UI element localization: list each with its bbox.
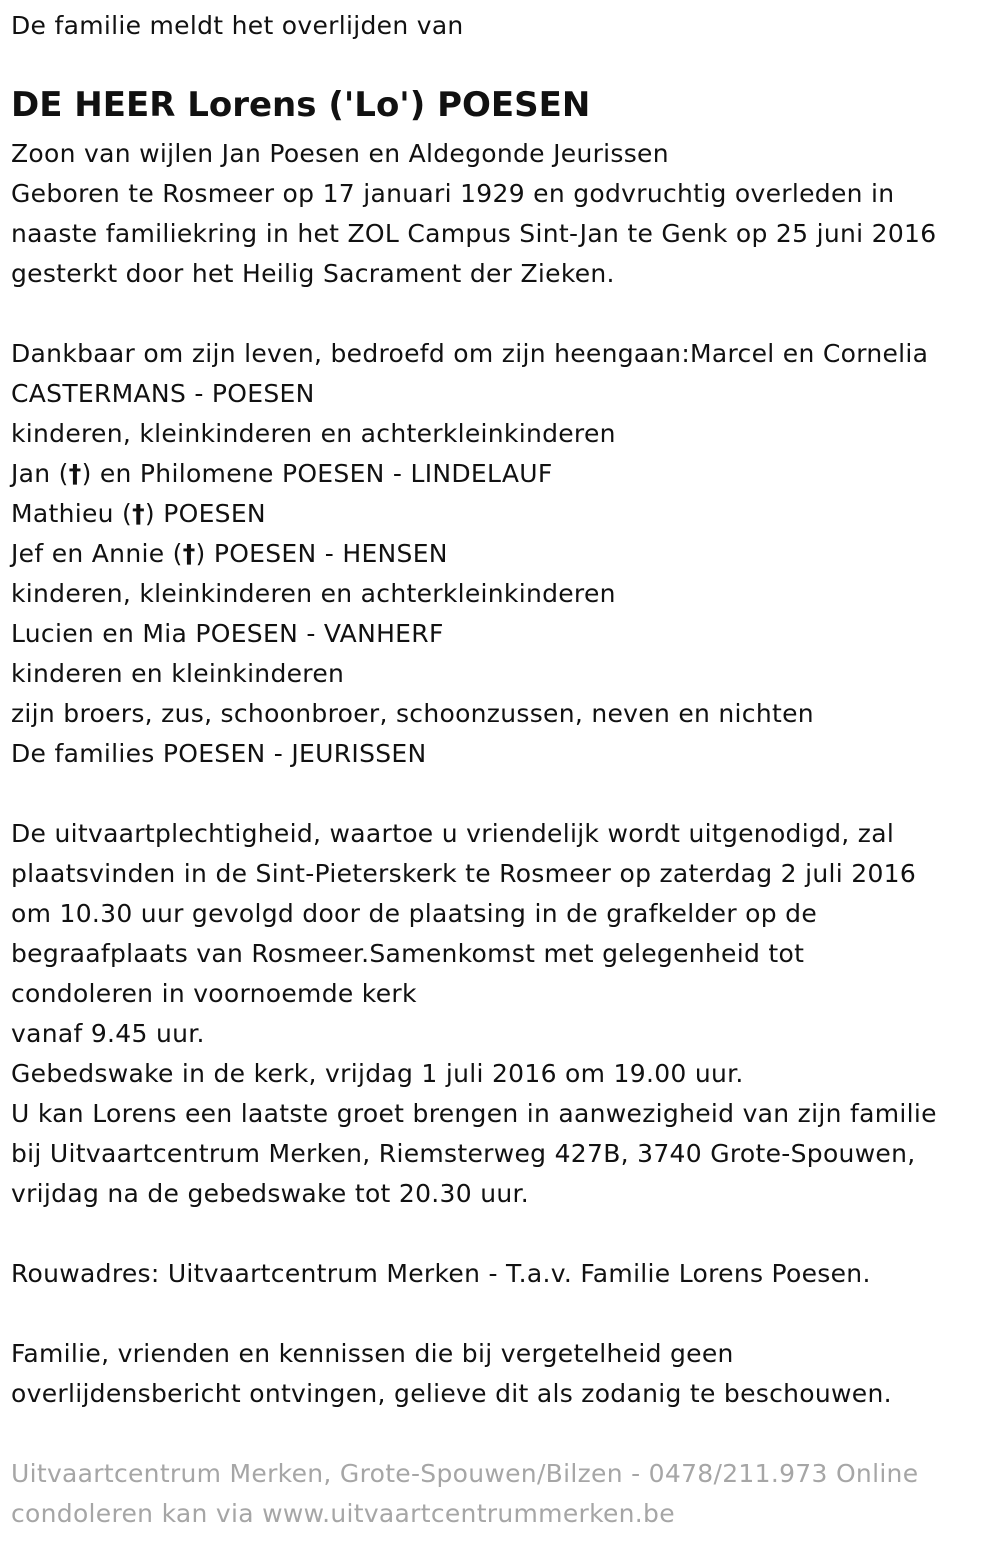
cross-icon: † — [132, 499, 145, 528]
family-line: kinderen, kleinkinderen en achterkleinkinderen — [11, 419, 616, 448]
footer-line: Uitvaartcentrum Merken, Grote-Spouwen/Bilzen - 0478/211.973 Online — [11, 1459, 919, 1488]
family-text: ) POESEN - HENSEN — [195, 539, 448, 568]
funeral-line: condoleren in voornoemde kerk — [11, 979, 417, 1008]
notice-line: Familie, vrienden en kennissen die bij vergetelheid geen — [11, 1339, 734, 1368]
family-line: CASTERMANS - POESEN — [11, 379, 315, 408]
family-line — [11, 494, 266, 534]
family-text: ) POESEN — [144, 499, 266, 528]
family-line: De families POESEN - JEURISSEN — [11, 739, 427, 768]
family-line: kinderen, kleinkinderen en achterkleinkinderen — [11, 579, 616, 608]
bio-line: Zoon van wijlen Jan Poesen en Aldegonde Jeurissen — [11, 139, 669, 168]
family-line: zijn broers, zus, schoonbroer, schoonzussen, neven en nichten — [11, 699, 814, 728]
family-line: Dankbaar om zijn leven, bedroefd om zijn heengaan:Marcel en Cornelia — [11, 339, 929, 368]
family-text: Jan ( — [11, 459, 69, 488]
funeral-line: U kan Lorens een laatste groet brengen in aanwezigheid van zijn familie — [11, 1099, 937, 1128]
cross-icon: † — [182, 539, 196, 568]
funeral-line: bij Uitvaartcentrum Merken, Riemsterweg 427B, 3740 Grote-Spouwen, — [11, 1139, 916, 1168]
funeral-line: vrijdag na de gebedswake tot 20.30 uur. — [11, 1179, 530, 1208]
family-line — [11, 454, 553, 494]
funeral-line: om 10.30 uur gevolgd door de plaatsing in de grafkelder op de — [11, 899, 818, 928]
funeral-line: begraafplaats van Rosmeer.Samenkomst met gelegenheid tot — [11, 939, 805, 968]
bio-line: Geboren te Rosmeer op 17 januari 1929 en godvruchtig overleden in — [11, 179, 895, 208]
funeral-line: Gebedswake in de kerk, vrijdag 1 juli 2016 om 19.00 uur. — [11, 1059, 744, 1088]
family-line — [11, 534, 448, 574]
family-text: Mathieu ( — [11, 499, 133, 528]
funeral-line: vanaf 9.45 uur. — [11, 1019, 205, 1048]
intro-text: De familie meldt het overlijden van — [11, 11, 464, 40]
funeral-line: plaatsvinden in de Sint-Pieterskerk te Rosmeer op zaterdag 2 juli 2016 — [11, 859, 917, 888]
footer-line: condoleren kan via www.uitvaartcentrummerken.be — [11, 1499, 675, 1528]
bio-line: naaste familiekring in het ZOL Campus Sint-Jan te Genk op 25 juni 2016 — [11, 219, 937, 248]
funeral-line: De uitvaartplechtigheid, waartoe u vriendelijk wordt uitgenodigd, zal — [11, 819, 895, 848]
family-line: kinderen en kleinkinderen — [11, 659, 345, 688]
cross-icon: † — [68, 459, 82, 488]
bio-line: gesterkt door het Heilig Sacrament der Zieken. — [11, 259, 615, 288]
mourning-address: Rouwadres: Uitvaartcentrum Merken - T.a.v. Familie Lorens Poesen. — [11, 1259, 871, 1288]
family-text: ) en Philomene POESEN - LINDELAUF — [81, 459, 553, 488]
notice-line: overlijdensbericht ontvingen, gelieve dit als zodanig te beschouwen. — [11, 1379, 892, 1408]
family-line: Lucien en Mia POESEN - VANHERF — [11, 619, 444, 648]
family-text: Jef en Annie ( — [11, 539, 183, 568]
deceased-name: DE HEER Lorens ('Lo') POESEN — [11, 85, 591, 125]
